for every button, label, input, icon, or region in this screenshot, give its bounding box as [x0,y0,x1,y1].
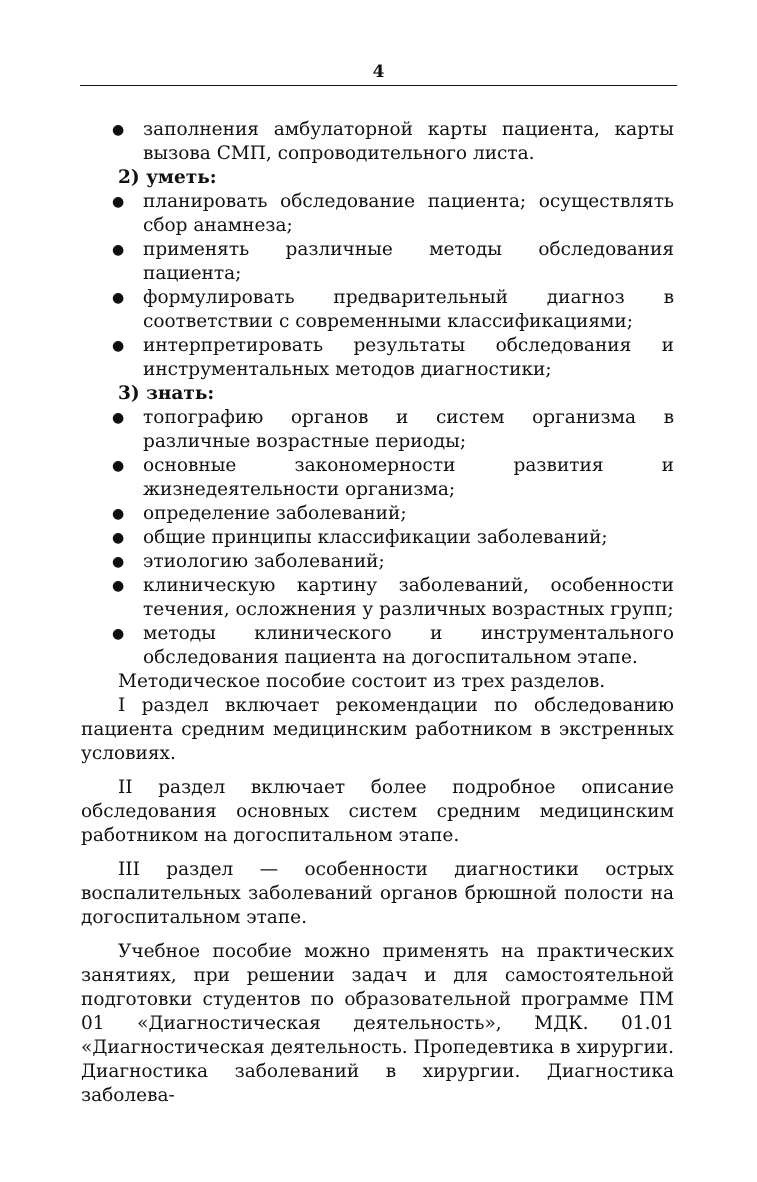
page-body [81,118,674,1108]
list-item [112,526,674,550]
list-item-text: общие принципы классификации заболеваний; [143,527,608,548]
list-item-text: интерпретировать результаты обследования и инструментальных методов диагностики; [143,335,674,380]
list-item [112,286,674,334]
list-item [112,454,674,502]
list-item-text: клиническую картину заболеваний, особенности течения, осложнения у различных возрастных групп; [143,575,674,620]
list-item-text: применять различные методы обследования пациента; [143,239,674,284]
paragraph: II раздел включает более подробное описание обследования основных систем средним медицинским работником на догоспитальном этапе. [81,777,674,846]
list-item [112,502,674,526]
list-item [112,406,674,454]
section-heading-knowledge: 3) знать: [118,383,215,404]
bullet-icon: ● [112,122,125,138]
paragraph: III раздел — особенности диагностики острых воспалительных заболеваний органов брюшной полости на догоспитальном этапе. [81,859,674,928]
list-item [112,574,674,622]
bullet-icon: ● [112,458,125,474]
bullet-icon: ● [112,578,125,594]
list-item [112,190,674,238]
list-item-text: этиологию заболеваний; [143,551,385,572]
list-item-text: методы клинического и инструментального обследования пациента на догоспитальном этапе. [143,623,674,668]
bullet-icon: ● [112,506,125,522]
list-item [112,118,674,166]
header-rule [80,85,677,86]
bullet-icon: ● [112,338,125,354]
list-item-text: топографию органов и систем организма в различные возрастные периоды; [143,407,674,452]
page-number: 4 [372,62,385,82]
bullet-icon: ● [112,626,125,642]
paragraph: I раздел включает рекомендации по обследованию пациента средним медицинским работником в экстренных условиях. [81,695,674,764]
list-item [112,238,674,286]
paragraph: Методическое пособие состоит из трех разделов. [118,671,606,692]
list-item [112,550,674,574]
list-item-text: планировать обследование пациента; осуществлять сбор анамнеза; [143,191,674,236]
bullet-icon: ● [112,554,125,570]
section-heading-skills: 2) уметь: [118,167,217,188]
list-item-text: основные закономерности развития и жизнедеятельности организма; [143,455,674,500]
bullet-icon: ● [112,530,125,546]
list-item [112,334,674,382]
list-item-text: заполнения амбулаторной карты пациента, карты вызова СМП, сопроводительного листа. [143,119,674,164]
bullet-icon: ● [112,290,125,306]
paragraph: Учебное пособие можно применять на практических занятиях, при решении задач и для самостоятельной подготовки студентов по образовательной программе ПМ 01 «Диагностическая деятельность», МДК. 01.01 «Диагностическая деятельность. Пропедевтика в хирургии. Диагностика заболеваний в хирургии. Диагностика заболева- [81,941,674,1106]
list-item-text: определение заболеваний; [143,503,407,524]
bullet-icon: ● [112,410,125,426]
bullet-icon: ● [112,242,125,258]
list-item-text: формулировать предварительный диагноз в соответствии с современными классификациями; [143,287,674,332]
bullet-icon: ● [112,194,125,210]
list-item [112,622,674,670]
